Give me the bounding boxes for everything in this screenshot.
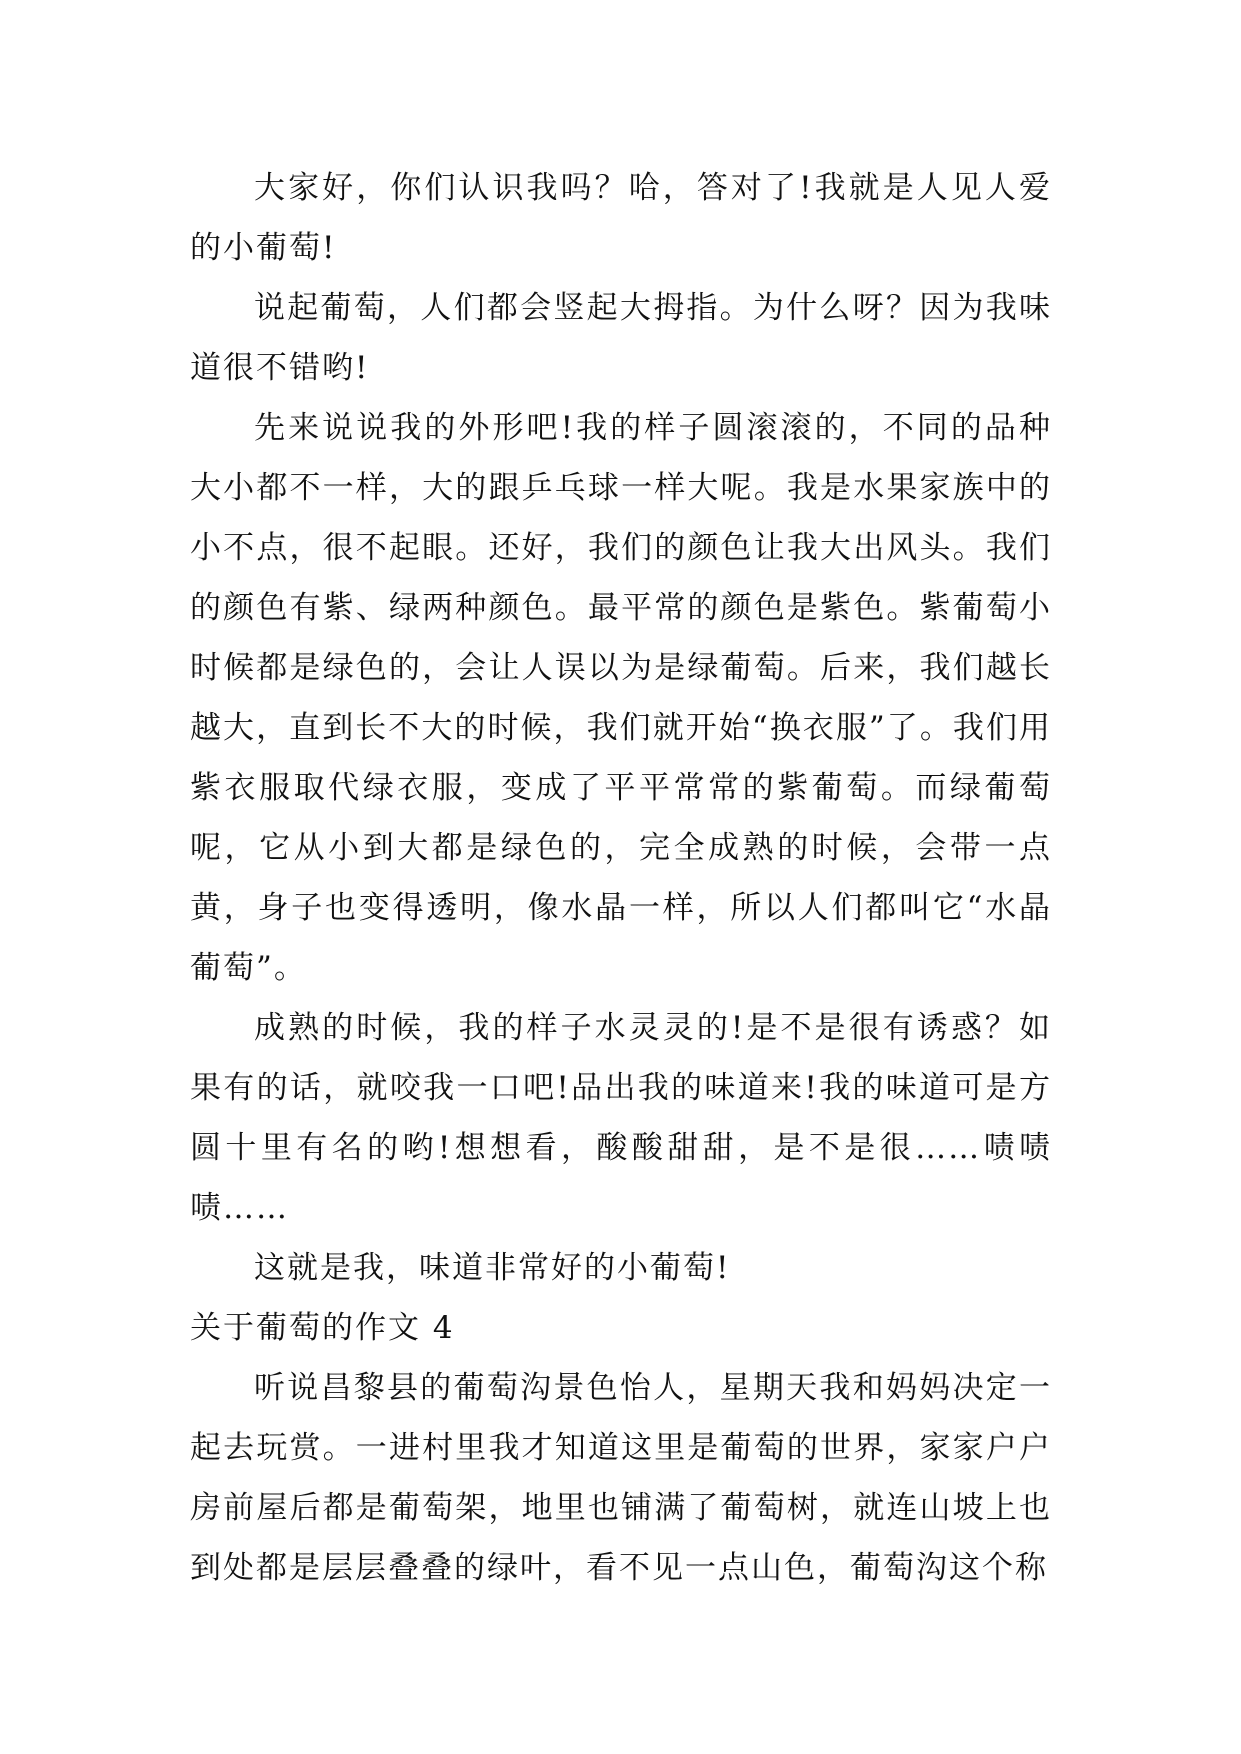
paragraph-intro: 大家好，你们认识我吗？哈，答对了!我就是人见人爱的小葡萄! xyxy=(190,170,1052,266)
paragraph-taste: 说起葡萄，人们都会竖起大拇指。为什么呀？因为我味道很不错哟! xyxy=(190,290,1052,386)
essay-heading: 关于葡萄的作文 4 xyxy=(190,1310,455,1346)
paragraph-grape-valley: 听说昌黎县的葡萄沟景色怡人，星期天我和妈妈决定一起去玩赏。一进村里我才知道这里是葡萄的世界，家家户户房前屋后都是葡萄架，地里也铺满了葡萄树，就连山坡上也到处都是层层叠叠的绿叶，看不见一点山色，葡萄沟这个称 xyxy=(190,1370,1052,1586)
paragraph-ripe: 成熟的时候，我的样子水灵灵的!是不是很有诱惑？如果有的话，就咬我一口吧!品出我的味道来!我的味道可是方圆十里有名的哟!想想看，酸酸甜甜，是不是很……啧啧啧…… xyxy=(190,1010,1052,1226)
paragraph-appearance: 先来说说我的外形吧!我的样子圆滚滚的，不同的品种大小都不一样，大的跟乒乓球一样大呢。我是水果家族中的小不点，很不起眼。还好，我们的颜色让我大出风头。我们的颜色有紫、绿两种颜色。最平常的颜色是紫色。紫葡萄小时候都是绿色的，会让人误以为是绿葡萄。后来，我们越长越大，直到长不大的时候，我们就开始“换衣服”了。我们用紫衣服取代绿衣服，变成了平平常常的紫葡萄。而绿葡萄呢，它从小到大都是绿色的，完全成熟的时候，会带一点黄，身子也变得透明，像水晶一样，所以人们都叫它“水晶葡萄”。 xyxy=(190,410,1052,986)
paragraph-closing: 这就是我，味道非常好的小葡萄! xyxy=(254,1250,731,1286)
document-body xyxy=(190,158,1052,1598)
